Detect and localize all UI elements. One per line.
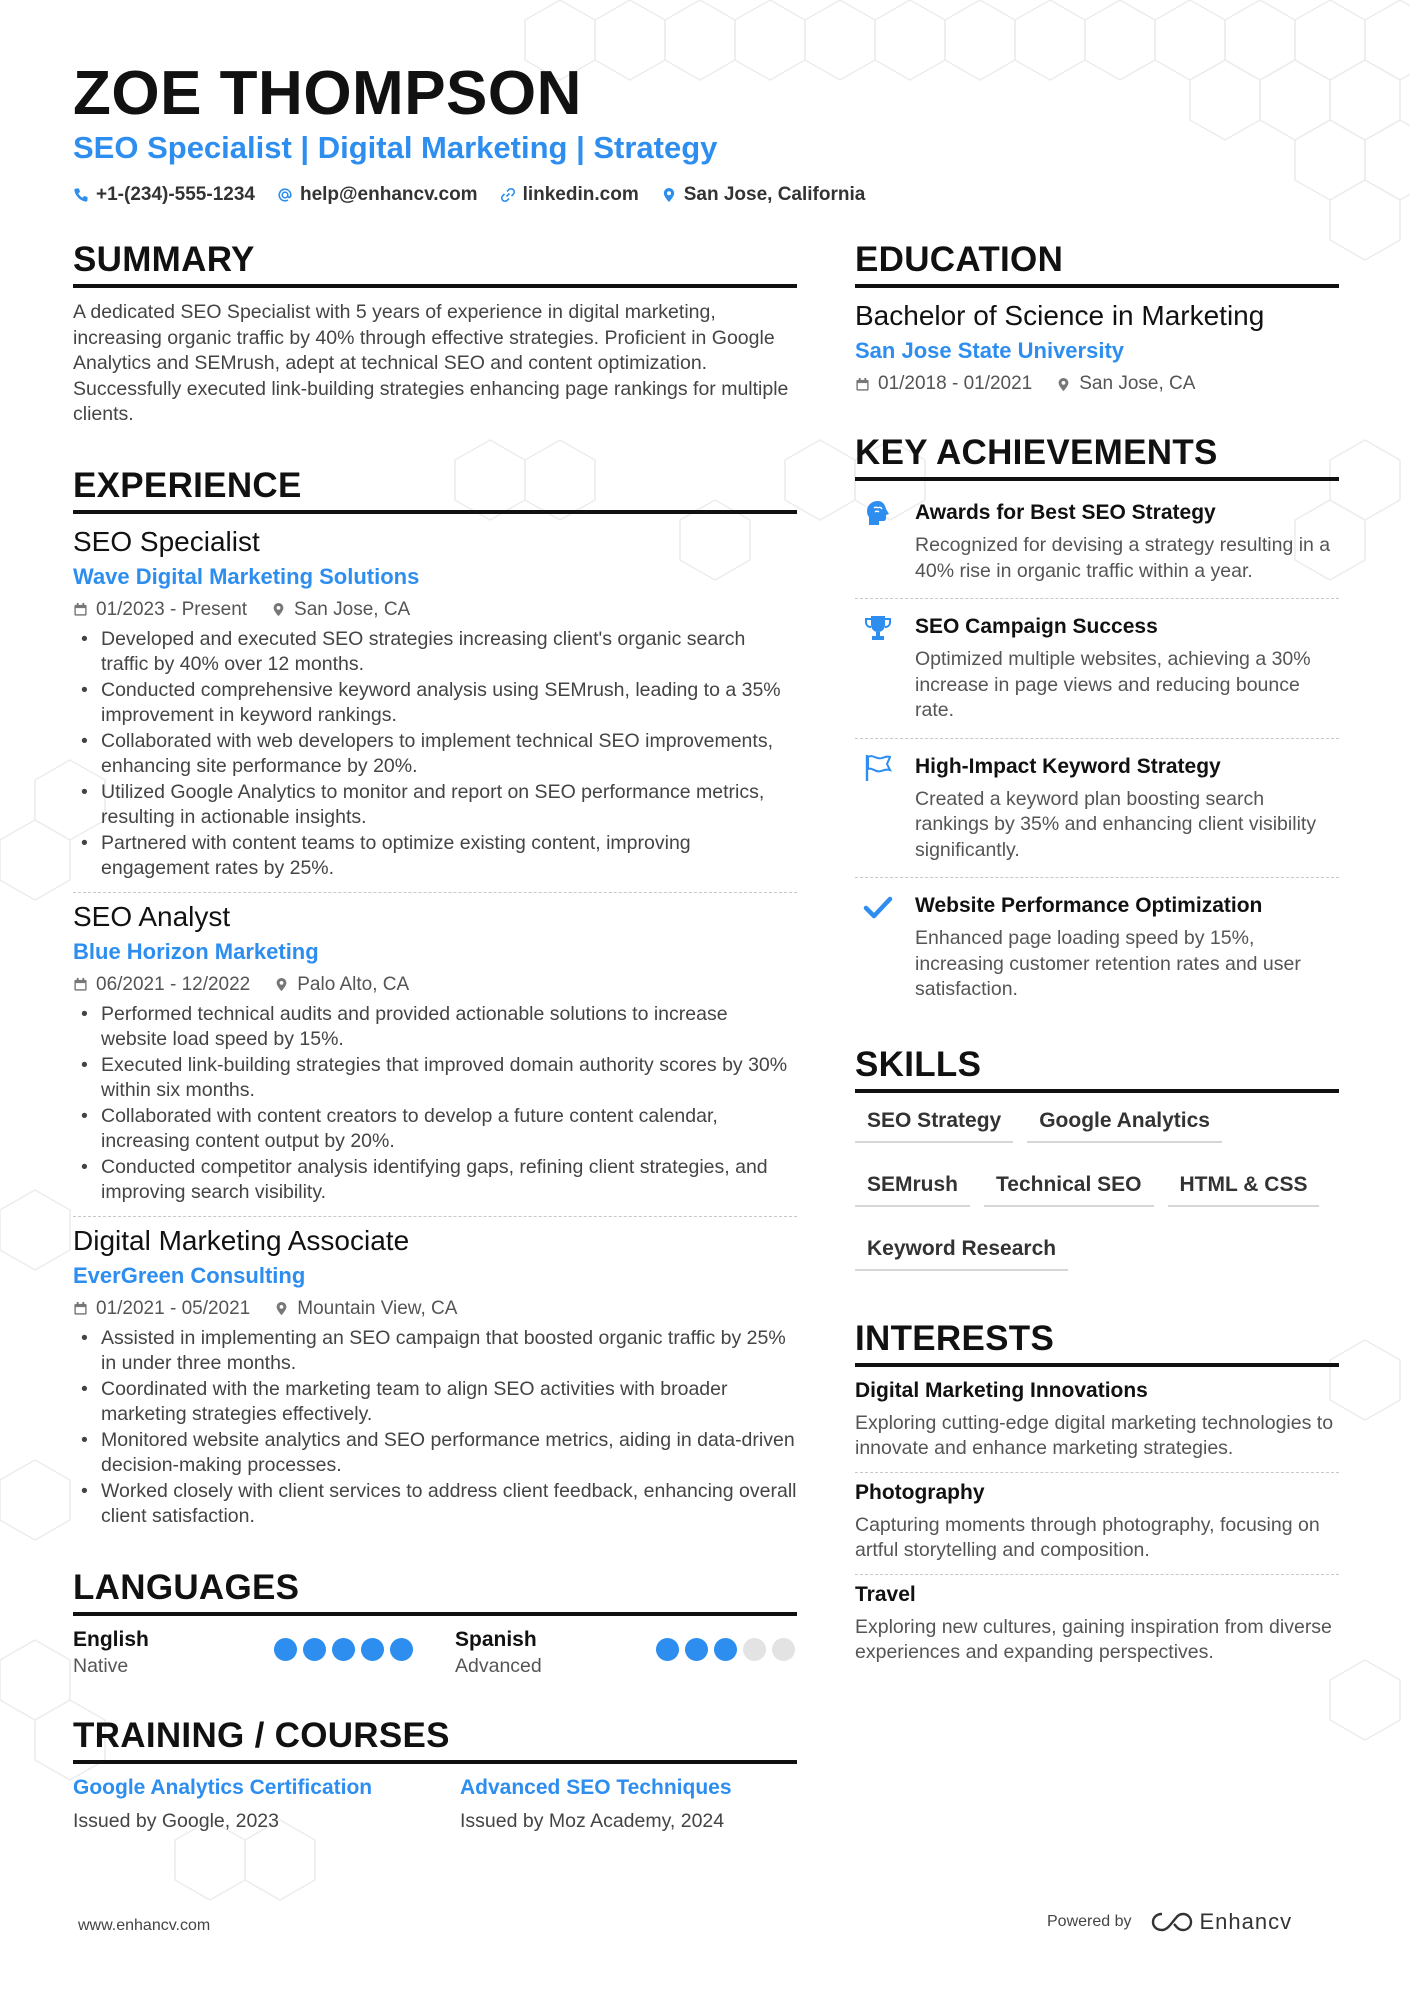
job-entry (73, 1225, 797, 1530)
job-bullet: • Executed link-building strategies that improved domain authority scores by 30% within six months. (73, 1053, 797, 1104)
job-role: Digital Marketing Associate (73, 1224, 410, 1256)
phone-text: +1-(234)-555-1234 (96, 184, 255, 205)
contact-email[interactable] (277, 184, 478, 206)
map-pin-icon (271, 602, 286, 617)
achievement-desc: Enhanced page loading speed by 15%, increasing customer retention rates and user satisfaction. (915, 927, 1301, 1000)
map-pin-icon (274, 1301, 289, 1316)
language-rating (656, 1638, 795, 1678)
language-name: English (73, 1627, 149, 1651)
job-company: EverGreen Consulting (73, 1262, 306, 1288)
language-name: Spanish (455, 1627, 537, 1651)
job-company: Wave Digital Marketing Solutions (73, 563, 420, 589)
trophy-icon (863, 613, 893, 643)
experience-heading: EXPERIENCE (73, 466, 797, 514)
language-level: Advanced (455, 1654, 542, 1677)
enhancv-logo-icon (1150, 1910, 1194, 1934)
interest-desc: Capturing moments through photography, focusing on artful storytelling and composition. (855, 1513, 1320, 1561)
achievement-item (855, 886, 1339, 1007)
footer-branding (1047, 1909, 1292, 1935)
contact-bar (73, 184, 865, 206)
achievement-title: Website Performance Optimization (915, 894, 1263, 917)
job-location: San Jose, CA (294, 598, 411, 620)
job-meta (73, 974, 797, 996)
job-bullet: • Collaborated with content creators to develop a future content calendar, increasing content output by 20%. (73, 1104, 797, 1155)
education-school: San Jose State University (855, 338, 1125, 363)
language-rating (274, 1638, 413, 1678)
summary-heading: SUMMARY (73, 240, 797, 288)
training-section (73, 1716, 797, 1833)
skill-tag: HTML & CSS (1168, 1169, 1320, 1207)
rating-dot (714, 1638, 737, 1661)
brain-icon (863, 499, 893, 529)
calendar-icon (855, 377, 870, 392)
divider (855, 1574, 1339, 1575)
linkedin-text: linkedin.com (522, 184, 639, 205)
job-meta (73, 1298, 797, 1320)
language-item (73, 1628, 413, 1678)
languages-section (73, 1568, 797, 1678)
skill-tag: Google Analytics (1027, 1105, 1222, 1143)
calendar-icon (73, 602, 88, 617)
skill-tag: SEMrush (855, 1169, 970, 1207)
job-dates: 01/2023 - Present (96, 598, 248, 620)
job-bullet: • Coordinated with the marketing team to align SEO activities with broader marketing strategies effectively. (73, 1377, 797, 1428)
brand-name: Enhancv (1199, 1909, 1293, 1934)
right-column (855, 240, 1339, 1666)
divider (855, 1472, 1339, 1473)
rating-dot (743, 1638, 766, 1661)
job-location: Palo Alto, CA (297, 973, 410, 995)
job-role: SEO Specialist (73, 525, 260, 557)
divider (73, 892, 797, 893)
contact-linkedin[interactable] (500, 184, 639, 206)
job-entry (73, 526, 797, 882)
map-pin-icon (274, 977, 289, 992)
job-bullet: • Monitored website analytics and SEO performance metrics, aiding in data-driven decision-making processes. (73, 1428, 797, 1479)
job-bullet: • Conducted comprehensive keyword analysis using SEMrush, leading to a 35% improvement in keyword rankings. (73, 678, 797, 729)
job-bullet: • Worked closely with client services to address client feedback, enhancing overall client satisfaction. (73, 1479, 797, 1530)
map-pin-icon (661, 187, 677, 203)
interest-title: Travel (855, 1582, 916, 1606)
education-section (855, 240, 1339, 395)
achievement-desc: Optimized multiple websites, achieving a 30% increase in page views and reducing bounce rate. (915, 648, 1311, 721)
interest-desc: Exploring new cultures, gaining inspiration from diverse experiences and expanding perspectives. (855, 1615, 1332, 1663)
language-level: Native (73, 1654, 129, 1677)
interests-heading: INTERESTS (855, 1319, 1339, 1367)
job-bullet: • Partnered with content teams to optimize existing content, improving engagement rates by 25%. (73, 831, 797, 882)
rating-dot (772, 1638, 795, 1661)
job-bullets (73, 1326, 797, 1530)
course-desc: Issued by Moz Academy, 2024 (460, 1809, 725, 1832)
education-location: San Jose, CA (1079, 373, 1196, 394)
calendar-icon (73, 977, 88, 992)
achievement-item (855, 607, 1339, 728)
job-dates: 06/2021 - 12/2022 (96, 973, 251, 995)
job-company: Blue Horizon Marketing (73, 938, 319, 964)
rating-dot (390, 1638, 413, 1661)
job-location: Mountain View, CA (297, 1297, 458, 1319)
interest-item (855, 1583, 1339, 1666)
phone-icon (73, 187, 89, 203)
rating-dot (656, 1638, 679, 1661)
calendar-icon (73, 1301, 88, 1316)
interests-section (855, 1319, 1339, 1666)
education-degree: Bachelor of Science in Marketing (855, 300, 1265, 331)
achievement-desc: Created a keyword plan boosting search rankings by 35% and enhancing client visibility significantly. (915, 787, 1317, 861)
language-item (455, 1628, 795, 1678)
contact-phone[interactable] (73, 184, 255, 206)
interest-title: Digital Marketing Innovations (855, 1378, 1148, 1402)
education-heading: EDUCATION (855, 240, 1339, 288)
job-bullets (73, 1002, 797, 1206)
course-item (73, 1776, 410, 1833)
brand-logo[interactable] (1150, 1909, 1293, 1935)
achievement-item (855, 747, 1339, 868)
education-dates: 01/2018 - 01/2021 (878, 373, 1033, 394)
email-text: help@enhancv.com (299, 184, 478, 205)
job-bullet: • Performed technical audits and provided actionable solutions to increase website load speed by 15%. (73, 1002, 797, 1053)
skill-tag: Keyword Research (855, 1233, 1068, 1271)
job-bullets (73, 627, 797, 882)
achievement-title: Awards for Best SEO Strategy (915, 501, 1216, 524)
skills-heading: SKILLS (855, 1045, 1339, 1093)
job-bullet: • Developed and executed SEO strategies increasing client's organic search traffic by 40% over 12 months. (73, 627, 797, 678)
course-title: Google Analytics Certification (73, 1775, 373, 1799)
summary-section (73, 240, 797, 428)
job-bullet: • Conducted competitor analysis identifying gaps, refining client strategies, and improving search visibility. (73, 1155, 797, 1206)
course-desc: Issued by Google, 2023 (73, 1809, 279, 1832)
interest-desc: Exploring cutting-edge digital marketing technologies to innovate and enhance marketing strategies. (855, 1411, 1334, 1459)
summary-text: A dedicated SEO Specialist with 5 years of experience in digital marketing, increasing organic traffic by 40% through effective strategies. Proficient in Google Analytics and SEMrush, adept at technical SEO and content optimization. Successfully executed link-building strategies enhancing page rankings for multiple clients. (73, 301, 789, 425)
skill-tag: SEO Strategy (855, 1105, 1013, 1143)
education-meta (855, 373, 1339, 395)
powered-by-label: Powered by (1047, 1913, 1132, 1930)
interest-item (855, 1379, 1339, 1462)
map-pin-icon (1056, 377, 1071, 392)
job-role: SEO Analyst (73, 900, 231, 932)
rating-dot (303, 1638, 326, 1661)
location-text: San Jose, California (683, 184, 866, 205)
skill-tag: Technical SEO (984, 1169, 1154, 1207)
footer-website[interactable]: www.enhancv.com (78, 1917, 211, 1934)
interest-item (855, 1481, 1339, 1564)
job-bullet: • Collaborated with web developers to implement technical SEO improvements, enhancing site performance by 20%. (73, 729, 797, 780)
achievement-title: SEO Campaign Success (915, 615, 1158, 638)
divider (855, 598, 1339, 599)
candidate-name: ZOE THOMPSON (73, 59, 582, 128)
course-title: Advanced SEO Techniques (460, 1775, 732, 1799)
skills-section (855, 1045, 1339, 1271)
achievement-desc: Recognized for devising a strategy resulting in a 40% rise in organic traffic within a year. (915, 534, 1331, 582)
rating-dot (274, 1638, 297, 1661)
training-heading: TRAINING / COURSES (73, 1716, 797, 1764)
check-icon (863, 892, 893, 922)
rating-dot (332, 1638, 355, 1661)
interest-title: Photography (855, 1480, 985, 1504)
job-meta (73, 599, 797, 621)
link-icon (500, 187, 516, 203)
experience-section (73, 466, 797, 1530)
job-bullet: • Utilized Google Analytics to monitor and report on SEO performance metrics, resulting in actionable insights. (73, 780, 797, 831)
divider (73, 1216, 797, 1217)
achievements-section (855, 433, 1339, 1007)
job-dates: 01/2021 - 05/2021 (96, 1297, 251, 1319)
achievements-heading: KEY ACHIEVEMENTS (855, 433, 1339, 481)
flag-icon (863, 753, 893, 783)
achievement-item (855, 493, 1339, 588)
achievement-title: High-Impact Keyword Strategy (915, 754, 1221, 778)
rating-dot (685, 1638, 708, 1661)
divider (855, 738, 1339, 739)
at-sign-icon (277, 187, 293, 203)
languages-heading: LANGUAGES (73, 1568, 797, 1616)
job-bullet: • Assisted in implementing an SEO campaign that boosted organic traffic by 25% in under three months. (73, 1326, 797, 1377)
job-entry (73, 901, 797, 1206)
contact-location (661, 184, 866, 206)
rating-dot (361, 1638, 384, 1661)
left-column (73, 240, 797, 1833)
course-item (460, 1776, 797, 1833)
candidate-headline: SEO Specialist | Digital Marketing | Strategy (73, 130, 718, 165)
divider (855, 877, 1339, 878)
